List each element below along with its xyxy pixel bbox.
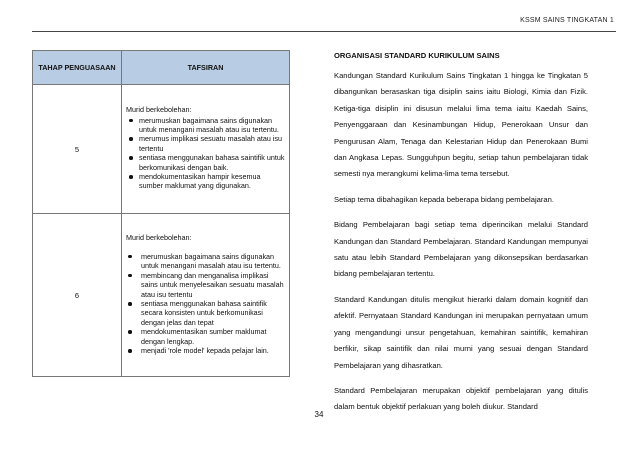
table-row xyxy=(33,85,290,214)
list-item: menjadi 'role model' kepada pelajar lain. xyxy=(141,346,285,355)
column-header-description: TAFSIRAN xyxy=(122,51,290,85)
mastery-level-table xyxy=(32,50,290,377)
page-number: 34 xyxy=(314,410,324,419)
description-intro: Murid berkebolehan: xyxy=(126,105,192,115)
running-header: KSSM SAINS TINGKATAN 1 xyxy=(520,17,614,24)
column-header-level: TAHAP PENGUASAAN xyxy=(33,51,122,85)
body-paragraph: Setiap tema dibahagikan kepada beberapa bidang pembelajaran. xyxy=(334,194,554,204)
body-paragraph: Kandungan Standard Kurikulum Sains Tingkatan 1 hingga ke Tingkatan 5 dibangunkan berasaskan tiga disiplin sains iaitu Biologi, Kimia dan Fizik. Ketiga-tiga disiplin ini disusun melalui lima tema iaitu Kaedah Sains, Penyenggaraan dan Kesinambungan Hidup, Penerokaan Unsur dan Pengurusan Alam, Tenaga dan Kelestarian Hidup dan Penerokaan Bumi dan Angkasa Lepas. Sungguhpun begitu, setiap tahun pembelajaran tidak semesti nya merangkumi kelima-lima tema tersebut. xyxy=(334,71,588,179)
list-item: merumus implikasi sesuatu masalah atau isu tertentu xyxy=(139,134,285,153)
header-divider xyxy=(32,31,616,32)
body-paragraph: Standard Pembelajaran merupakan objektif pembelajaran yang ditulis dalam bentuk objektif perlakuan yang boleh diukur. Standard xyxy=(334,385,588,412)
level-cell: 5 xyxy=(33,85,122,214)
description-intro: Murid berkebolehan: xyxy=(126,232,192,242)
list-item: merumuskan bagaimana sains digunakan untuk menangani masalah atau isu tertentu. xyxy=(141,252,285,271)
description-cell xyxy=(122,214,290,377)
list-item: membincang dan menganalisa implikasi sains untuk menyelesaikan sesuatu masalah atau isu tertentu xyxy=(141,270,284,299)
description-bullet-list xyxy=(125,252,285,355)
list-item: merumuskan bagaimana sains digunakan untuk menangani masalah atau isu tertentu. xyxy=(139,116,285,135)
description-cell xyxy=(122,85,290,214)
list-item: mendokumentasikan sumber maklumat dengan lengkap. xyxy=(141,327,285,346)
table-header-row xyxy=(33,51,290,85)
body-paragraph: Bidang Pembelajaran bagi setiap tema diperincikan melalui Standard Kandungan dan Standard Pembelajaran. Standard Kandungan mempunyai satu atau lebih Standard Pembelajaran yang dikonsepsikan berdasarkan bidang pembelajaran tertentu. xyxy=(334,220,588,279)
list-item: sentiasa menggunakan bahasa saintifik secara konsisten untuk berkomunikasi dengan jelas dan tepat xyxy=(141,299,285,327)
list-item: mendokumentasikan hampir kesemua sumber maklumat yang digunakan. xyxy=(139,172,285,191)
body-paragraph: Standard Kandungan ditulis mengikut hierarki dalam domain kognitif dan afektif. Pernyataan Standard Kandungan ini merupakan pernyataan umum yang mengandungi unsur pengetahuan, kemahiran saintifik, kemahiran berfikir, sikap saintifik dan nilai murni yang sesuai dengan Standard Pembelajaran yang dihasratkan. xyxy=(334,294,588,370)
description-bullet-list xyxy=(125,116,285,191)
section-title: ORGANISASI STANDARD KURIKULUM SAINS xyxy=(334,51,500,60)
table-row xyxy=(33,214,290,377)
list-item: sentiasa menggunakan bahasa saintifik untuk berkomunikasi dengan baik. xyxy=(139,153,285,172)
level-cell: 6 xyxy=(33,214,122,377)
curriculum-organization-section xyxy=(334,51,588,425)
